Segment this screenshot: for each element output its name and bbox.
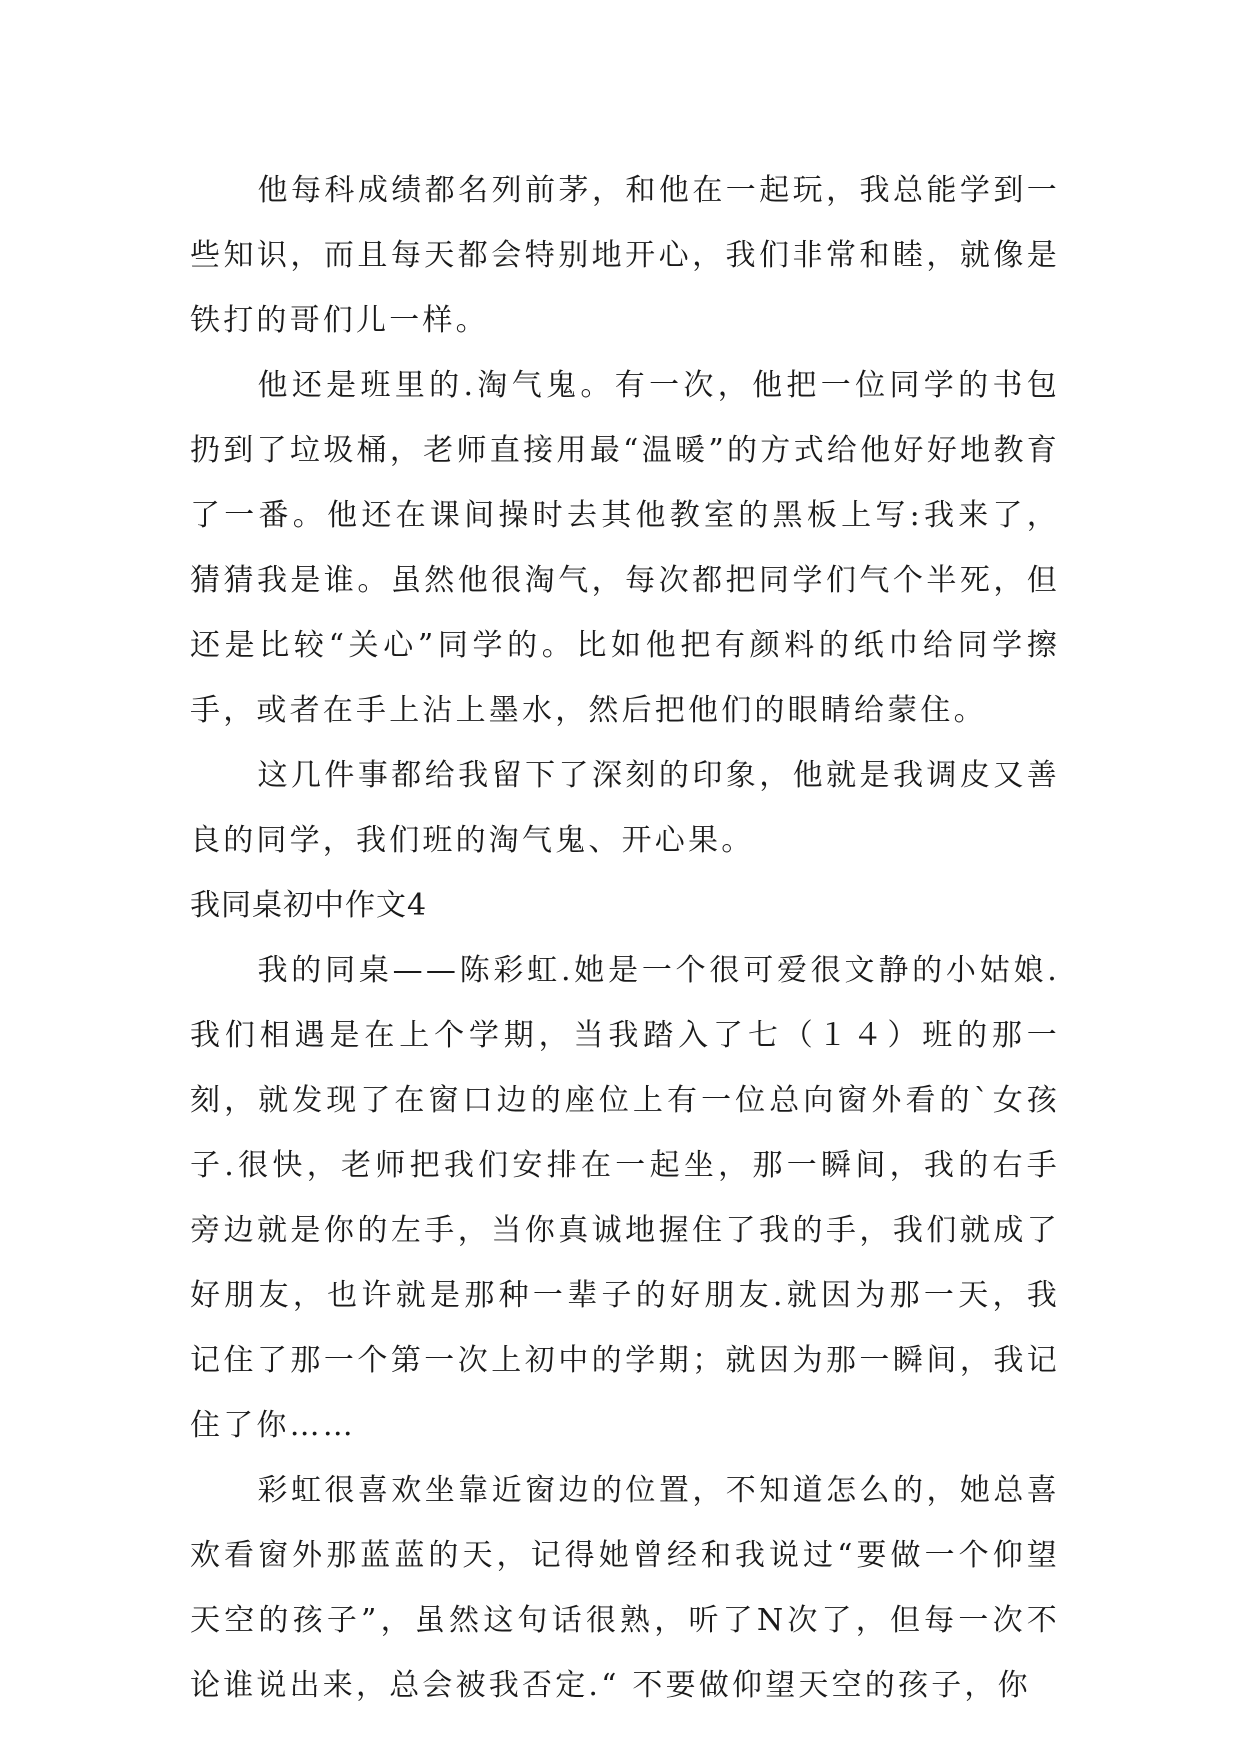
paragraph: 这几件事都给我留下了深刻的印象，他就是我调皮又善良的同学，我们班的淘气鬼、开心果。: [190, 758, 1060, 858]
section-heading: 我同桌初中作文4: [190, 888, 428, 923]
paragraph: 彩虹很喜欢坐靠近窗边的位置，不知道怎么的，她总喜欢看窗外那蓝蓝的天，记得她曾经和我说过“要做一个仰望天空的孩子”，虽然这句话很熟，听了N次了，但每一次不论谁说出来，总会被我否定.“ 不要做仰望天空的孩子，你: [190, 1473, 1060, 1703]
paragraph: 他还是班里的.淘气鬼。有一次，他把一位同学的书包扔到了垃圾桶，老师直接用最“温暖”的方式给他好好地教育了一番。他还在课间操时去其他教室的黑板上写:我来了，猜猜我是谁。虽然他很淘气，每次都把同学们气个半死，但还是比较“关心”同学的。比如他把有颜料的纸巾给同学擦手，或者在手上沾上墨水，然后把他们的眼睛给蒙住。: [190, 368, 1060, 728]
paragraph: 我的同桌——陈彩虹.她是一个很可爱很文静的小姑娘.我们相遇是在上个学期，当我踏入了七（１４）班的那一刻，就发现了在窗口边的座位上有一位总向窗外看的`女孩子.很快，老师把我们安排在一起坐，那一瞬间，我的右手旁边就是你的左手，当你真诚地握住了我的手，我们就成了好朋友，也许就是那种一辈子的好朋友.就因为那一天，我记住了那一个第一次上初中的学期；就因为那一瞬间，我记住了你……: [190, 953, 1060, 1443]
article-body: [190, 158, 1060, 1718]
paragraph: 他每科成绩都名列前茅，和他在一起玩，我总能学到一些知识，而且每天都会特别地开心，我们非常和睦，就像是铁打的哥们儿一样。: [190, 173, 1060, 338]
